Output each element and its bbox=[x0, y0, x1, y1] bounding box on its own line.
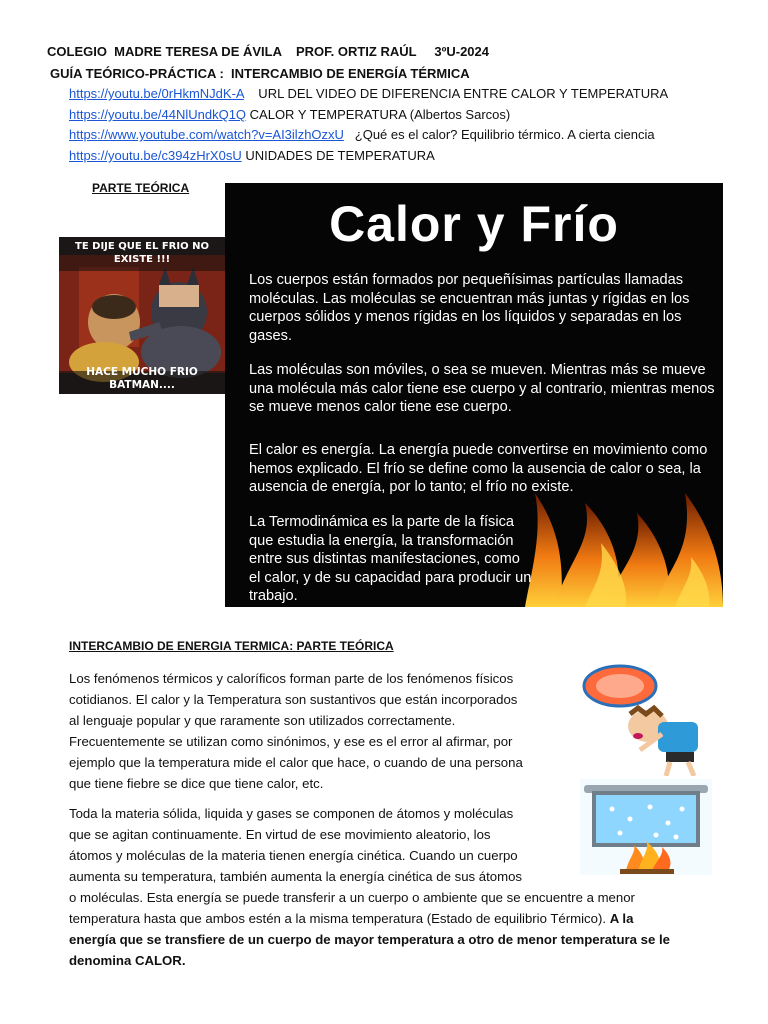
school-header: COLEGIO MADRE TERESA DE ÁVILA PROF. ORTIZ RAÚL 3ºU-2024 bbox=[47, 44, 489, 59]
video-link-4[interactable]: https://youtu.be/c394zHrX0sU bbox=[69, 148, 242, 163]
video-link-2[interactable]: https://youtu.be/44NlUndkQ1Q bbox=[69, 107, 247, 122]
paragraph-2-line: o moléculas. Esta energía se puede transferir a un cuerpo o ambiente que se encuentre a menor bbox=[69, 890, 635, 905]
paragraph-1-line: Frecuentemente se utilizan como sinónimos, y ese es el error al afirmar, por bbox=[69, 734, 513, 749]
calor-definition-start: A la bbox=[609, 911, 634, 926]
paragraph-2-line: átomos y moléculas de la materia tienen energía cinética. Cuando un cuerpo bbox=[69, 848, 518, 863]
calor-definition-end: denomina CALOR. bbox=[69, 953, 186, 968]
video-link-1[interactable]: https://youtu.be/0rHkmNJdK-A bbox=[69, 86, 244, 101]
link-desc-4: UNIDADES DE TEMPERATURA bbox=[241, 148, 435, 163]
meme-bottom-text: HACE MUCHO FRIO BATMAN.... bbox=[86, 366, 198, 391]
link-desc-1: URL DEL VIDEO DE DIFERENCIA ENTRE CALOR Y TEMPERATURA bbox=[243, 86, 669, 101]
paragraph-1 bbox=[69, 668, 569, 794]
paragraph-1-line: cotidianos. El calor y la Temperatura son sustantivos que están incorporados bbox=[69, 692, 518, 707]
meme-top-text: TE DIJE QUE EL FRIO NO EXISTE !!! bbox=[75, 241, 209, 265]
link-row-3 bbox=[69, 127, 655, 142]
calor-y-frio-poster bbox=[225, 183, 723, 607]
link-desc-3: ¿Qué es el calor? Equilibrio térmico. A cierta ciencia bbox=[343, 127, 655, 142]
parte-teorica-heading: PARTE TEÓRICA bbox=[92, 181, 190, 195]
video-link-3[interactable]: https://www.youtube.com/watch?v=AI3ilzhOzxU bbox=[69, 127, 344, 142]
paragraph-1-line: Los fenómenos térmicos y caloríficos forman parte de los fenómenos físicos bbox=[69, 671, 514, 686]
link-row-1 bbox=[69, 86, 668, 101]
calor-definition: energía que se transfiere de un cuerpo de mayor temperatura a otro de menor temperatura se le bbox=[69, 932, 670, 947]
paragraph-1-line: que tiene fiebre se dice que tiene calor, etc. bbox=[69, 776, 324, 791]
poster-paragraph-2: Las moléculas son móviles, o sea se mueven. Mientras más se mueve una molécula más calor tiene ese cuerpo y al contrario, mientras menos se mueve menos calor tiene ese cuerpo. bbox=[249, 362, 715, 415]
section-heading: INTERCAMBIO DE ENERGIA TERMICA: PARTE TEÓRICA bbox=[69, 639, 394, 653]
link-row-2 bbox=[69, 107, 510, 122]
guide-title: GUÍA TEÓRICO-PRÁCTICA : INTERCAMBIO DE ENERGÍA TÉRMICA bbox=[50, 66, 470, 81]
hot-person-illustration bbox=[580, 664, 712, 776]
link-desc-2: CALOR Y TEMPERATURA (Albertos Sarcos) bbox=[246, 107, 511, 122]
paragraph-2-line-6 bbox=[69, 908, 709, 929]
poster-paragraph-3: El calor es energía. La energía puede convertirse en movimiento como hemos explicado. El frío se define como la ausencia de calor o sea, la ausencia de energía, por lo tanto; el frío no existe. bbox=[249, 442, 708, 495]
paragraph-2-text: temperatura hasta que ambos estén a la misma temperatura (Estado de equilibrio Térmico). bbox=[69, 911, 610, 926]
poster-title: Calor y Frío bbox=[329, 196, 619, 252]
poster-paragraph-4: La Termodinámica es la parte de la física que estudia la energía, la transformación entre sus distintas manifestaciones, como el calor, y de su capacidad para producir un trabajo. bbox=[249, 514, 532, 604]
paragraph-2-line: Toda la materia sólida, liquida y gases se componen de átomos y moléculas bbox=[69, 806, 514, 821]
paragraph-1-line: al lenguaje popular y que raramente son utilizados correctamente. bbox=[69, 713, 456, 728]
paragraph-2-line: aumenta su temperatura, también aumenta la energía cinética de sus átomos bbox=[69, 869, 523, 884]
paragraph-2-line: que se agitan continuamente. En virtud de ese movimiento aleatorio, los bbox=[69, 827, 491, 842]
poster-paragraph-1: Los cuerpos están formados por pequeñísimas partículas llamadas moléculas. Las moléculas se encuentran más juntas y rígidas en los cuerpos sólidos y menos rígidas en los líquidos y separadas en los gases. bbox=[249, 272, 690, 344]
link-row-4 bbox=[69, 148, 435, 163]
batman-meme-image bbox=[59, 237, 225, 394]
paragraph-1-line: ejemplo que la temperatura mide el calor que hace, o cuando de una persona bbox=[69, 755, 523, 770]
heated-pot-illustration bbox=[580, 779, 712, 875]
